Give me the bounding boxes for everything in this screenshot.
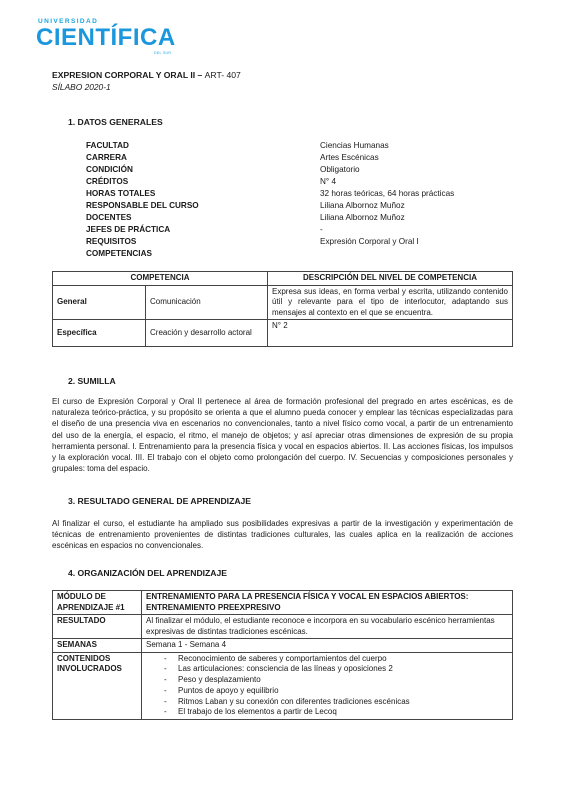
summary-paragraph: El curso de Expresión Corporal y Oral II pertenece al área de formación profesional del pregrado en artes escénicas, es de naturaleza teórico-práctica, y su propósito se orienta a que el alumno pueda conocer y emplear las técnicas especializadas para el diseño de una presencia viva en escenarios no convencionales, tanto a nivel físico como vocal, a partir de un entrenamiento del uso de la energía, el espacio, el ritmo, el manejo de objetos; y así apreciar otras dimensiones de expresión de su propia herramienta personal. I. Entrenamiento para la presencia física y vocal en espacios abiertos. II. Las acciones físicas, los impulsos y la exploración vocal. III. El trabajo con el objeto como prolongación del cuerpo. IV. Secuencias y composiciones personales y grupales: toma del espacio. [52, 397, 513, 474]
value-practice-heads: - [320, 225, 323, 234]
module-title: ENTRENAMIENTO PARA LA PRESENCIA FÍSICA Y VOCAL EN ESPACIOS ABIERTOS: ENTRENAMIENTO PREEXPRESIVO [142, 591, 513, 615]
weeks-label: SEMANAS [53, 639, 142, 653]
competency-name: Creación y desarrollo actoral [146, 320, 268, 347]
competency-type: General [53, 285, 146, 320]
table-row [53, 615, 513, 639]
document-title [52, 70, 241, 80]
label-requirements: REQUISITOS [86, 237, 137, 246]
weeks-text: Semana 1 - Semana 4 [142, 639, 513, 653]
value-career: Artes Escénicas [320, 153, 379, 162]
section-heading-general-data: 1. DATOS GENERALES [68, 117, 163, 127]
contents-label: CONTENIDOS INVOLUCRADOS [53, 652, 142, 720]
learning-result-paragraph: Al finalizar el curso, el estudiante ha ampliado sus posibilidades expresivas a partir de la investigación y experimentación de técnicas de entrenamiento provenientes de distintas tradiciones culturales, las cuales aplica en la realización de acciones escénicas en espacios no convencionales. [52, 519, 513, 551]
value-total-hours: 32 horas teóricas, 64 horas prácticas [320, 189, 455, 198]
list-item: - Puntos de apoyo y equilibrio [164, 686, 508, 697]
table-row [53, 591, 513, 615]
list-item: - Peso y desplazamiento [164, 675, 508, 686]
header-descripcion: DESCRIPCIÓN DEL NIVEL DE COMPETENCIA [268, 272, 513, 286]
university-logo [36, 16, 176, 56]
competency-table [52, 271, 513, 347]
section-heading-organization: 4. ORGANIZACIÓN DEL APRENDIZAJE [68, 568, 228, 578]
contents-cell [142, 652, 513, 720]
label-course-responsible: RESPONSABLE DEL CURSO [86, 201, 199, 210]
table-row [53, 285, 513, 320]
value-requirements: Expresión Corporal y Oral I [320, 237, 419, 246]
contents-list [146, 654, 508, 719]
competency-name: Comunicación [146, 285, 268, 320]
header-competencia: COMPETENCIA [53, 272, 268, 286]
list-item: - El trabajo de los elementos a partir de Lecoq [164, 707, 508, 718]
module-label: MÓDULO DE APRENDIZAJE #1 [53, 591, 142, 615]
label-faculty: FACULTAD [86, 141, 129, 150]
document-subtitle: SÍLABO 2020-1 [52, 82, 111, 92]
label-practice-heads: JEFES DE PRÁCTICA [86, 225, 171, 234]
value-credits: N° 4 [320, 177, 337, 186]
value-course-responsible: Liliana Albornoz Muñoz [320, 201, 405, 210]
label-condition: CONDICIÓN [86, 165, 133, 174]
section-heading-summary: 2. SUMILLA [68, 376, 116, 386]
list-item: - Ritmos Laban y su conexión con diferentes tradiciones escénicas [164, 697, 508, 708]
label-total-hours: HORAS TOTALES [86, 189, 156, 198]
label-competencies: COMPETENCIAS [86, 249, 152, 258]
course-code: ART- 407 [204, 70, 241, 80]
list-item: - Reconocimiento de saberes y comportamientos del cuerpo [164, 654, 508, 665]
competency-description: N° 2 [268, 320, 513, 347]
table-row [53, 652, 513, 720]
course-title: EXPRESION CORPORAL Y ORAL II – [52, 70, 205, 80]
table-row [53, 320, 513, 347]
competency-description: Expresa sus ideas, en forma verbal y escrita, utilizando contenido útil y relevante para el tipo de interlocutor, adaptando sus mensajes al contexto en el que se encuentra. [268, 285, 513, 320]
table-header-row [53, 272, 513, 286]
result-label: RESULTADO [53, 615, 142, 639]
value-condition: Obligatorio [320, 165, 360, 174]
module-table [52, 590, 513, 720]
logo-top-text: UNIVERSIDAD [38, 18, 99, 25]
logo-sub-text: DEL SUR [154, 51, 172, 55]
section-heading-learning-result: 3. RESULTADO GENERAL DE APRENDIZAJE [68, 496, 252, 506]
competency-type: Específica [53, 320, 146, 347]
logo-main-text: CIENTÍFICA [36, 24, 176, 51]
table-row [53, 639, 513, 653]
label-teachers: DOCENTES [86, 213, 132, 222]
label-career: CARRERA [86, 153, 127, 162]
value-teachers: Liliana Albornoz Muñoz [320, 213, 405, 222]
label-credits: CRÉDITOS [86, 177, 129, 186]
list-item: - Las articulaciones: consciencia de las líneas y oposiciones 2 [164, 664, 508, 675]
result-text: Al finalizar el módulo, el estudiante reconoce e incorpora en su vocabulario escénico herramientas expresivas de distintas tradiciones escénicas. [142, 615, 513, 639]
value-faculty: Ciencias Humanas [320, 141, 389, 150]
